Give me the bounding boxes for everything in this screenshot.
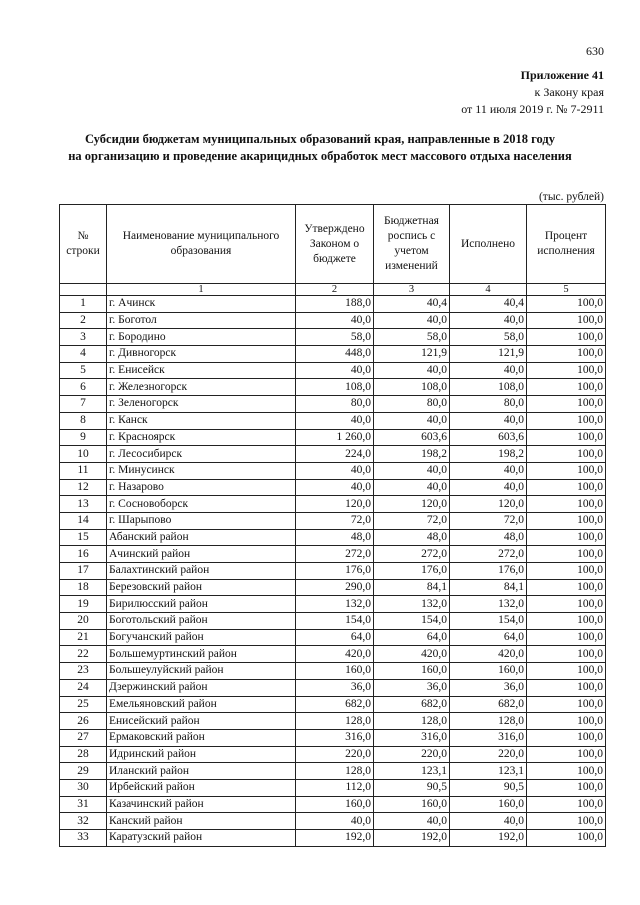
schedule-cell: 58,0 [374,329,450,346]
document-title-line-1: Субсидии бюджетам муниципальных образований края, направленные в 2018 году [84,132,556,146]
column-number: 2 [296,284,374,296]
percent-cell: 100,0 [527,830,606,847]
table-row [60,412,606,429]
row-number-cell: 4 [60,346,107,363]
table-row [60,729,606,746]
table-row [60,446,606,463]
approved-cell: 72,0 [296,512,374,529]
approved-cell: 682,0 [296,696,374,713]
approved-cell: 36,0 [296,679,374,696]
column-number: 1 [107,284,296,296]
executed-cell: 48,0 [450,529,527,546]
table-row [60,596,606,613]
percent-cell: 100,0 [527,546,606,563]
municipality-cell: Березовский район [107,579,296,596]
document-title-line-2: на организацию и проведение акарицидных обработок мест массового отдыха населения [68,149,572,163]
percent-cell: 100,0 [527,379,606,396]
row-number-cell: 16 [60,546,107,563]
row-number-cell: 15 [60,529,107,546]
schedule-cell: 682,0 [374,696,450,713]
schedule-cell: 48,0 [374,529,450,546]
schedule-cell: 40,0 [374,813,450,830]
municipality-cell: Большемуртинский район [107,646,296,663]
units-label: (тыс. рублей) [538,191,604,203]
table-row [60,713,606,730]
table-header-row [60,205,606,284]
executed-cell: 36,0 [450,679,527,696]
municipality-cell: г. Ачинск [107,296,296,313]
table-row [60,329,606,346]
header-approved: Утверждено Законом о бюджете [296,205,374,284]
table-row [60,830,606,847]
row-number-cell: 3 [60,329,107,346]
approved-cell: 160,0 [296,663,374,680]
executed-cell: 40,0 [450,479,527,496]
approved-cell: 80,0 [296,396,374,413]
percent-cell: 100,0 [527,629,606,646]
table-row [60,646,606,663]
table-row [60,779,606,796]
row-number-cell: 1 [60,296,107,313]
executed-cell: 40,0 [450,462,527,479]
schedule-cell: 272,0 [374,546,450,563]
row-number-cell: 23 [60,663,107,680]
percent-cell: 100,0 [527,746,606,763]
municipality-cell: г. Сосновоборск [107,496,296,513]
percent-cell: 100,0 [527,362,606,379]
header-row-number: № строки [60,205,107,284]
approved-cell: 420,0 [296,646,374,663]
row-number-cell: 22 [60,646,107,663]
header-execution-percent: Процент исполнения [527,205,606,284]
executed-cell: 84,1 [450,579,527,596]
column-number: 5 [527,284,606,296]
row-number-cell: 14 [60,512,107,529]
schedule-cell: 603,6 [374,429,450,446]
table-row [60,746,606,763]
row-number-cell: 30 [60,779,107,796]
executed-cell: 272,0 [450,546,527,563]
approved-cell: 64,0 [296,629,374,646]
approved-cell: 192,0 [296,830,374,847]
executed-cell: 220,0 [450,746,527,763]
percent-cell: 100,0 [527,563,606,580]
approved-cell: 316,0 [296,729,374,746]
table-row [60,563,606,580]
schedule-cell: 198,2 [374,446,450,463]
header-municipality: Наименование муниципального образования [107,205,296,284]
percent-cell: 100,0 [527,713,606,730]
percent-cell: 100,0 [527,596,606,613]
column-number [60,284,107,296]
percent-cell: 100,0 [527,763,606,780]
approved-cell: 224,0 [296,446,374,463]
percent-cell: 100,0 [527,663,606,680]
table-row [60,579,606,596]
executed-cell: 58,0 [450,329,527,346]
percent-cell: 100,0 [527,396,606,413]
executed-cell: 40,0 [450,412,527,429]
approved-cell: 176,0 [296,563,374,580]
row-number-cell: 33 [60,830,107,847]
executed-cell: 80,0 [450,396,527,413]
municipality-cell: г. Бородино [107,329,296,346]
executed-cell: 682,0 [450,696,527,713]
municipality-cell: Казачинский район [107,796,296,813]
schedule-cell: 121,9 [374,346,450,363]
row-number-cell: 11 [60,462,107,479]
schedule-cell: 220,0 [374,746,450,763]
approved-cell: 40,0 [296,813,374,830]
approved-cell: 40,0 [296,412,374,429]
percent-cell: 100,0 [527,346,606,363]
executed-cell: 154,0 [450,613,527,630]
row-number-cell: 5 [60,362,107,379]
municipality-cell: г. Лесосибирск [107,446,296,463]
schedule-cell: 40,0 [374,462,450,479]
executed-cell: 90,5 [450,779,527,796]
row-number-cell: 27 [60,729,107,746]
municipality-cell: Каратузский район [107,830,296,847]
executed-cell: 40,4 [450,296,527,313]
table-row [60,696,606,713]
header-budget-schedule: Бюджетная роспись с учетом изменений [374,205,450,284]
subsidy-table [59,204,606,847]
schedule-cell: 160,0 [374,796,450,813]
row-number-cell: 8 [60,412,107,429]
row-number-cell: 17 [60,563,107,580]
row-number-cell: 29 [60,763,107,780]
table-row [60,362,606,379]
percent-cell: 100,0 [527,729,606,746]
table-row [60,613,606,630]
percent-cell: 100,0 [527,512,606,529]
schedule-cell: 64,0 [374,629,450,646]
percent-cell: 100,0 [527,529,606,546]
table-row [60,429,606,446]
schedule-cell: 80,0 [374,396,450,413]
approved-cell: 188,0 [296,296,374,313]
municipality-cell: Боготольский район [107,613,296,630]
municipality-cell: Ачинский район [107,546,296,563]
table-row [60,763,606,780]
municipality-cell: г. Красноярск [107,429,296,446]
schedule-cell: 176,0 [374,563,450,580]
table-row [60,396,606,413]
page-number: 630 [586,44,604,58]
schedule-cell: 90,5 [374,779,450,796]
schedule-cell: 123,1 [374,763,450,780]
executed-cell: 72,0 [450,512,527,529]
approved-cell: 112,0 [296,779,374,796]
column-number: 3 [374,284,450,296]
appendix-law-ref: к Закону края [534,85,604,99]
municipality-cell: Канский район [107,813,296,830]
schedule-cell: 128,0 [374,713,450,730]
approved-cell: 132,0 [296,596,374,613]
row-number-cell: 28 [60,746,107,763]
approved-cell: 108,0 [296,379,374,396]
document-title [0,131,640,165]
executed-cell: 40,0 [450,312,527,329]
executed-cell: 316,0 [450,729,527,746]
municipality-cell: Балахтинский район [107,563,296,580]
municipality-cell: Богучанский район [107,629,296,646]
executed-cell: 123,1 [450,763,527,780]
row-number-cell: 32 [60,813,107,830]
approved-cell: 48,0 [296,529,374,546]
row-number-cell: 20 [60,613,107,630]
municipality-cell: г. Минусинск [107,462,296,479]
municipality-cell: Енисейский район [107,713,296,730]
row-number-cell: 9 [60,429,107,446]
percent-cell: 100,0 [527,679,606,696]
approved-cell: 120,0 [296,496,374,513]
row-number-cell: 7 [60,396,107,413]
schedule-cell: 40,0 [374,479,450,496]
percent-cell: 100,0 [527,796,606,813]
executed-cell: 192,0 [450,830,527,847]
municipality-cell: Емельяновский район [107,696,296,713]
table-row [60,546,606,563]
percent-cell: 100,0 [527,696,606,713]
percent-cell: 100,0 [527,412,606,429]
column-number-row [60,284,606,296]
municipality-cell: Абанский район [107,529,296,546]
row-number-cell: 6 [60,379,107,396]
percent-cell: 100,0 [527,429,606,446]
schedule-cell: 40,0 [374,312,450,329]
column-number: 4 [450,284,527,296]
table-row [60,479,606,496]
schedule-cell: 36,0 [374,679,450,696]
schedule-cell: 120,0 [374,496,450,513]
table-row [60,379,606,396]
row-number-cell: 19 [60,596,107,613]
table-row [60,462,606,479]
municipality-cell: Идринский район [107,746,296,763]
percent-cell: 100,0 [527,613,606,630]
approved-cell: 40,0 [296,312,374,329]
table-row [60,629,606,646]
municipality-cell: г. Шарыпово [107,512,296,529]
municipality-cell: г. Зеленогорск [107,396,296,413]
approved-cell: 128,0 [296,763,374,780]
row-number-cell: 18 [60,579,107,596]
row-number-cell: 31 [60,796,107,813]
row-number-cell: 24 [60,679,107,696]
schedule-cell: 108,0 [374,379,450,396]
executed-cell: 160,0 [450,663,527,680]
executed-cell: 198,2 [450,446,527,463]
approved-cell: 154,0 [296,613,374,630]
percent-cell: 100,0 [527,813,606,830]
approved-cell: 128,0 [296,713,374,730]
executed-cell: 40,0 [450,813,527,830]
table-row [60,512,606,529]
municipality-cell: Бирилюсский район [107,596,296,613]
percent-cell: 100,0 [527,646,606,663]
executed-cell: 64,0 [450,629,527,646]
executed-cell: 160,0 [450,796,527,813]
municipality-cell: Иланский район [107,763,296,780]
schedule-cell: 40,4 [374,296,450,313]
table-row [60,529,606,546]
executed-cell: 176,0 [450,563,527,580]
approved-cell: 448,0 [296,346,374,363]
executed-cell: 603,6 [450,429,527,446]
municipality-cell: Большеулуйский район [107,663,296,680]
approved-cell: 272,0 [296,546,374,563]
municipality-cell: Ермаковский район [107,729,296,746]
municipality-cell: г. Енисейск [107,362,296,379]
row-number-cell: 26 [60,713,107,730]
table-row [60,346,606,363]
percent-cell: 100,0 [527,496,606,513]
table-row [60,679,606,696]
table-row [60,813,606,830]
table-body [60,296,606,847]
executed-cell: 128,0 [450,713,527,730]
executed-cell: 132,0 [450,596,527,613]
row-number-cell: 21 [60,629,107,646]
row-number-cell: 12 [60,479,107,496]
municipality-cell: г. Боготол [107,312,296,329]
municipality-cell: г. Назарово [107,479,296,496]
percent-cell: 100,0 [527,296,606,313]
schedule-cell: 72,0 [374,512,450,529]
percent-cell: 100,0 [527,446,606,463]
schedule-cell: 40,0 [374,362,450,379]
executed-cell: 121,9 [450,346,527,363]
executed-cell: 120,0 [450,496,527,513]
approved-cell: 1 260,0 [296,429,374,446]
percent-cell: 100,0 [527,479,606,496]
appendix-law-date: от 11 июля 2019 г. № 7-2911 [461,102,604,116]
executed-cell: 40,0 [450,362,527,379]
table-row [60,312,606,329]
municipality-cell: Дзержинский район [107,679,296,696]
table-row [60,796,606,813]
percent-cell: 100,0 [527,462,606,479]
schedule-cell: 420,0 [374,646,450,663]
executed-cell: 108,0 [450,379,527,396]
approved-cell: 58,0 [296,329,374,346]
appendix-title: Приложение 41 [520,68,604,82]
table-row [60,663,606,680]
approved-cell: 40,0 [296,462,374,479]
row-number-cell: 10 [60,446,107,463]
row-number-cell: 2 [60,312,107,329]
municipality-cell: г. Дивногорск [107,346,296,363]
table-row [60,496,606,513]
percent-cell: 100,0 [527,329,606,346]
approved-cell: 40,0 [296,362,374,379]
percent-cell: 100,0 [527,779,606,796]
schedule-cell: 316,0 [374,729,450,746]
schedule-cell: 154,0 [374,613,450,630]
approved-cell: 220,0 [296,746,374,763]
schedule-cell: 84,1 [374,579,450,596]
approved-cell: 40,0 [296,479,374,496]
executed-cell: 420,0 [450,646,527,663]
approved-cell: 160,0 [296,796,374,813]
row-number-cell: 25 [60,696,107,713]
schedule-cell: 160,0 [374,663,450,680]
schedule-cell: 40,0 [374,412,450,429]
municipality-cell: г. Железногорск [107,379,296,396]
approved-cell: 290,0 [296,579,374,596]
table-row [60,296,606,313]
appendix-header [461,67,604,118]
row-number-cell: 13 [60,496,107,513]
header-executed: Исполнено [450,205,527,284]
percent-cell: 100,0 [527,579,606,596]
percent-cell: 100,0 [527,312,606,329]
schedule-cell: 192,0 [374,830,450,847]
municipality-cell: г. Канск [107,412,296,429]
municipality-cell: Ирбейский район [107,779,296,796]
schedule-cell: 132,0 [374,596,450,613]
